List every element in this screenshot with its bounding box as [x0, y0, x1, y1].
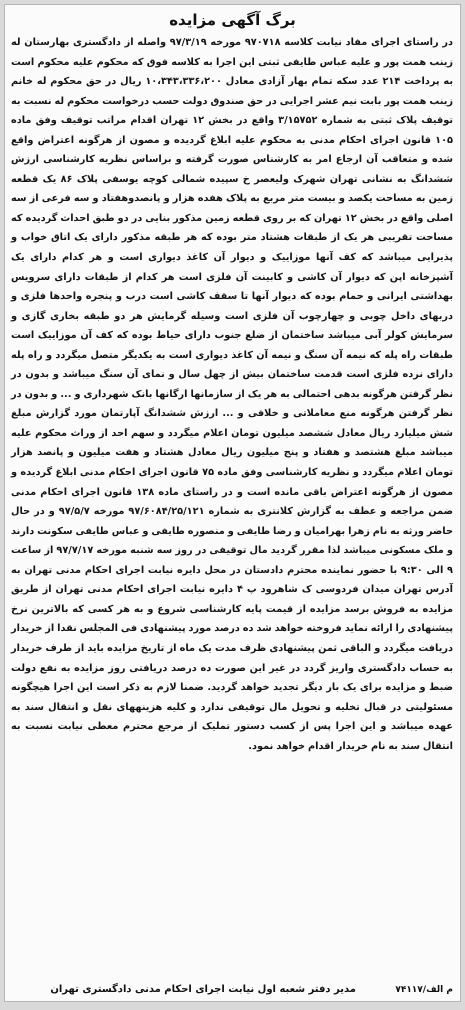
- notice-body: در راستای اجرای مفاد نیابت کلاسه ۹۷۰۷۱۸ مورخه ۹۷/۳/۱۹ واصله از دادگستری بهارستان له زینب همت پور و علیه عباس طایفی ثبتی این اجرا به کلاسه فوق که محکوم علیه محکوم است به پرداخت ۲۱۴ عدد سکه تمام بهار آزادی معادل ۱۰،۳۴۳،۳۳۶،۲۰۰ ریال در حق محکوم له خانم زینب همت پور بابت نیم عشر اجرایی در حق صندوق دولت حسب درخواست محکوم له نسبت به توقیف پلاک ثبتی به شماره ۳/۱۵۷۵۲ واقع در بخش ۱۲ تهران اقدام مراتب توقیف وفق ماده ۱۰۵ قانون اجرای احکام مدنی به محکوم علیه ابلاغ گردیده و مصون از هرگونه اعتراض واقع شده و متعاقب آن ارجاع امر به کارشناس صورت گرفته و براساس نظریه کارشناسی ارزش ششدانگ به نشانی تهران شهرک ولیعصر خ سپیده شمالی کوچه یوسفی پلاک ۸۶ یک قطعه زمین به مساحت یکصد و بیست متر مربع به پلاک هفده هزار و پانصدوهفتاد و سه فرعی از سه اصلی واقع در بخش ۱۲ تهران که بر روی قطعه زمین مذکور بنایی در دو طبق احداث گردیده که مساحت تقریبی هر یک از طبقات هشتاد متر بوده که هر طبقه مذکور دارای یک اتاق خواب و پذیرایی میباشد که کف آنها موزاییک و دیوار آن کاغذ دیواری است و هر کدام دارای یک آشپزخانه اپن که دیوار آن کاشی و کابینت آن فلزی است هر کدام از طبقات دارای سرویس بهداشتی ایرانی و حمام بوده که دیوار آنها تا سقف کاشی است درب و پنجره واحدها فلزی و دربهای داخل چوبی و چهارچوب آن فلزی است وسیله گرمایش هر دو طبقه بخاری گازی و سرمایش کولر آبی میباشد ساختمان از ضلع جنوب دارای حیاط بوده که کف آن موزاییک است طبقات راه پله که نیمه آن سنگ و نیمه آن کاغذ دیواری است به یکدیگر متصل میگردد و راه پله دارای نرده فلزی است قدمت ساختمان بیش از چهل سال و نمای آن سنگ میباشد و بدون در نظر گرفتن هرگونه بدهی احتمالی به هر یک از سازمانها ارگانها بانک شهرداری و ... و بدون در نظر گرفتن هرگونه منع معاملاتی و خلافی و ... ارزش ششدانگ آپارتمان مورد گزارش مبلغ شش میلیارد ریال معادل ششصد میلیون تومان اعلام میگردد و سهم احد از وراث محکوم علیه میباشد مبلغ هشتصد و هفتاد و پنج میلیون ریال معادل هشتاد و هفت میلیون و پانصد هزار تومان اعلام میگردد و نظریه کارشناسی وفق ماده ۷۵ قانون اجرای احکام مدنی ابلاغ گردیده و مصون از هرگونه اعتراض باقی مانده است و در راستای ماده ۱۳۸ قانون اجرای احکام مدنی ضمن مراجعه و عطف به گزارش کلانتری به شماره ۹۷/۶۰۸۴/۲۵/۱۲۱ مورخه ۹۷/۵/۷ و در حال حاضر ورثه به نام زهرا بهرامیان و رضا طایفی و منصوره طایفی و عباس طایفی سکونت دارند و ملک مسکونی میباشد لذا مقرر گردید مال توقیفی در روز سه شنبه مورخه ۹۷/۷/۱۷ از ساعت ۹ الی ۹:۳۰ با حضور نماینده محترم دادستان در محل دایره نیابت اجرای احکام مدنی تهران به آدرس تهران میدان فردوسی ک شاهرود پ ۴ دایره نیابت اجرای احکام مدنی تهران از طریق مزایده به فروش برسد مزایده از قیمت پایه کارشناسی شروع و به هر کسی که بالاترین نرخ پیشنهادی را ارائه نماید فروخته خواهد شد ده درصد مورد پیشنهادی فی المجلس نقدا از خریدار دریافت میگردد و الباقی ثمن پیشنهادی ظرف مدت یک ماه از تاریخ مزایده باید از طرف خریدار به حساب دادگستری واریز گردد در غیر این صورت ده درصد دریافتی روز مزایده به نفع دولت ضبط و مزایده برای یک بار دیگر تجدید خواهد گردید. ضمنا لازم به ذکر است این اجرا هیچگونه مسئولیتی در قبال تخلیه و تحویل مال توقیفی ندارد و کلیه هزینههای نقل و انتقال سند به عهده میباشد و این اجرا پس از کسب دستور تملیک از مرجع محترم معطی نیابت نسبت به انتقال سند به نام خریدار اقدام خواهد نمود.: [11, 37, 454, 752]
- notice-footer: [11, 984, 453, 995]
- notice-title: برگ آگهی مزایده: [169, 11, 296, 29]
- notice-page: [4, 4, 461, 1002]
- notice-signature: مدیر دفتر شعبه اول نیابت اجرای احکام مدنی دادگستری تهران: [50, 984, 356, 995]
- notice-code: م الف/۷۴۱۱۷: [395, 985, 453, 995]
